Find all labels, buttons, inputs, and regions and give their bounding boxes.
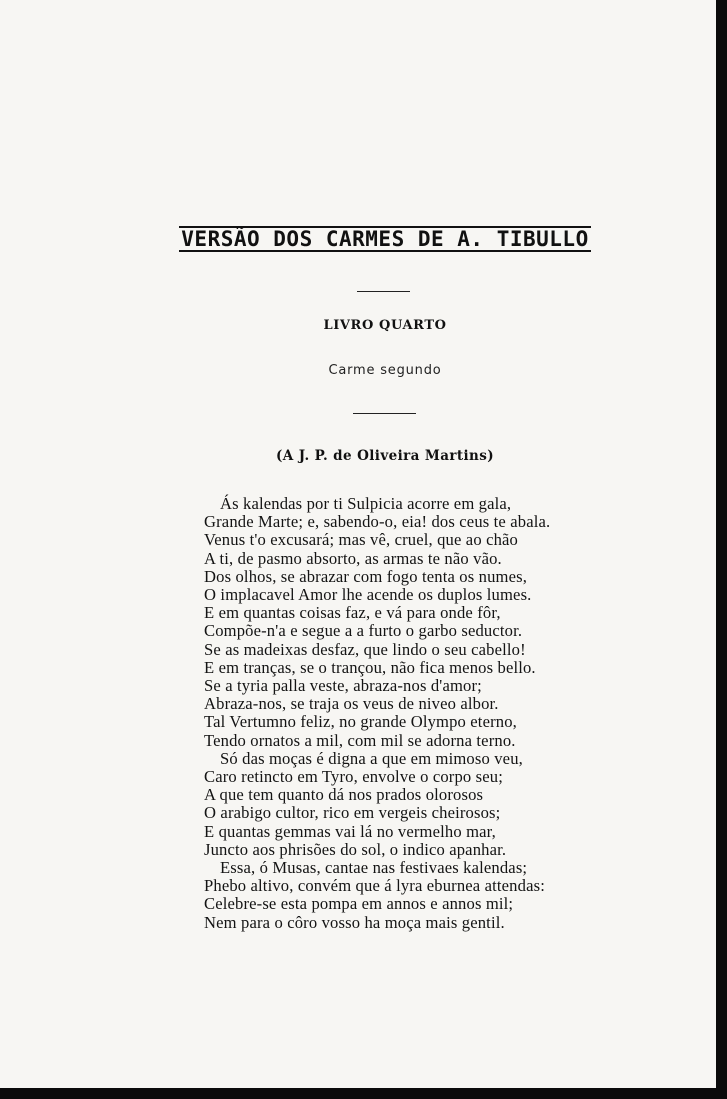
poem-line: Juncto aos phrisões do sol, o indico apanhar. bbox=[204, 839, 507, 859]
poem-title: VERSÃO DOS CARMES DE A. TIBULLO bbox=[181, 227, 589, 251]
scan-edge-right bbox=[716, 0, 727, 1099]
dedication: (A J. P. de Oliveira Martins) bbox=[275, 448, 495, 464]
poem-line: E quantas gemmas vai lá no vermelho mar, bbox=[204, 821, 496, 841]
poem-line: Caro retincto em Tyro, envolve o corpo seu; bbox=[204, 767, 503, 787]
section-divider bbox=[353, 413, 416, 414]
poem-line: Phebo altivo, convém que á lyra eburnea attendas: bbox=[204, 876, 545, 896]
scan-edge-bottom bbox=[0, 1088, 727, 1099]
poem-line: Se a tyria palla veste, abraza-nos d'amor; bbox=[204, 676, 482, 696]
book-heading: LIVRO QUARTO bbox=[323, 318, 447, 333]
poem-line: Se as madeixas desfaz, que lindo o seu cabello! bbox=[204, 639, 526, 659]
poem-line: Celebre-se esta pompa em annos e annos mil; bbox=[204, 894, 514, 914]
poem-line: Só das moças é digna a que em mimoso veu, bbox=[220, 748, 523, 768]
poem-line: A ti, de pasmo absorto, as armas te não vão. bbox=[204, 548, 502, 568]
poem-line: Compõe-n'a e segue a a furto o garbo seductor. bbox=[204, 621, 523, 641]
carme-heading: Carme segundo bbox=[328, 363, 442, 378]
poem-line: Dos olhos, se abrazar com fogo tenta os numes, bbox=[204, 566, 528, 586]
poem-line: E em quantas coisas faz, e vá para onde fôr, bbox=[204, 603, 501, 623]
poem-line: Nem para o côro vosso ha moça mais gentil. bbox=[204, 912, 505, 932]
poem-text bbox=[204, 495, 550, 932]
poem-line: Ás kalendas por ti Sulpicia acorre em gala, bbox=[220, 494, 512, 513]
poem-line: Tal Vertumno feliz, no grande Olympo eterno, bbox=[204, 712, 517, 732]
poem-line: E em tranças, se o trançou, não fica menos bello. bbox=[204, 657, 536, 677]
poem-line: A que tem quanto dá nos prados olorosos bbox=[204, 785, 484, 805]
poem-line: Tendo ornatos a mil, com mil se adorna terno. bbox=[204, 730, 516, 750]
poem-line: Essa, ó Musas, cantae nas festivaes kalendas; bbox=[220, 858, 528, 878]
poem-line: O arabigo cultor, rico em vergeis cheirosos; bbox=[204, 803, 501, 823]
poem-line: O implacavel Amor lhe acende os duplos lumes. bbox=[204, 585, 532, 605]
poem-line: Grande Marte; e, sabendo-o, eia! dos ceus te abala. bbox=[204, 512, 551, 532]
poem-line: Venus t'o excusará; mas vê, cruel, que ao chão bbox=[204, 530, 518, 550]
poem-line: Abraza-nos, se traja os veus de niveo albor. bbox=[204, 694, 499, 714]
title-divider bbox=[357, 291, 410, 292]
